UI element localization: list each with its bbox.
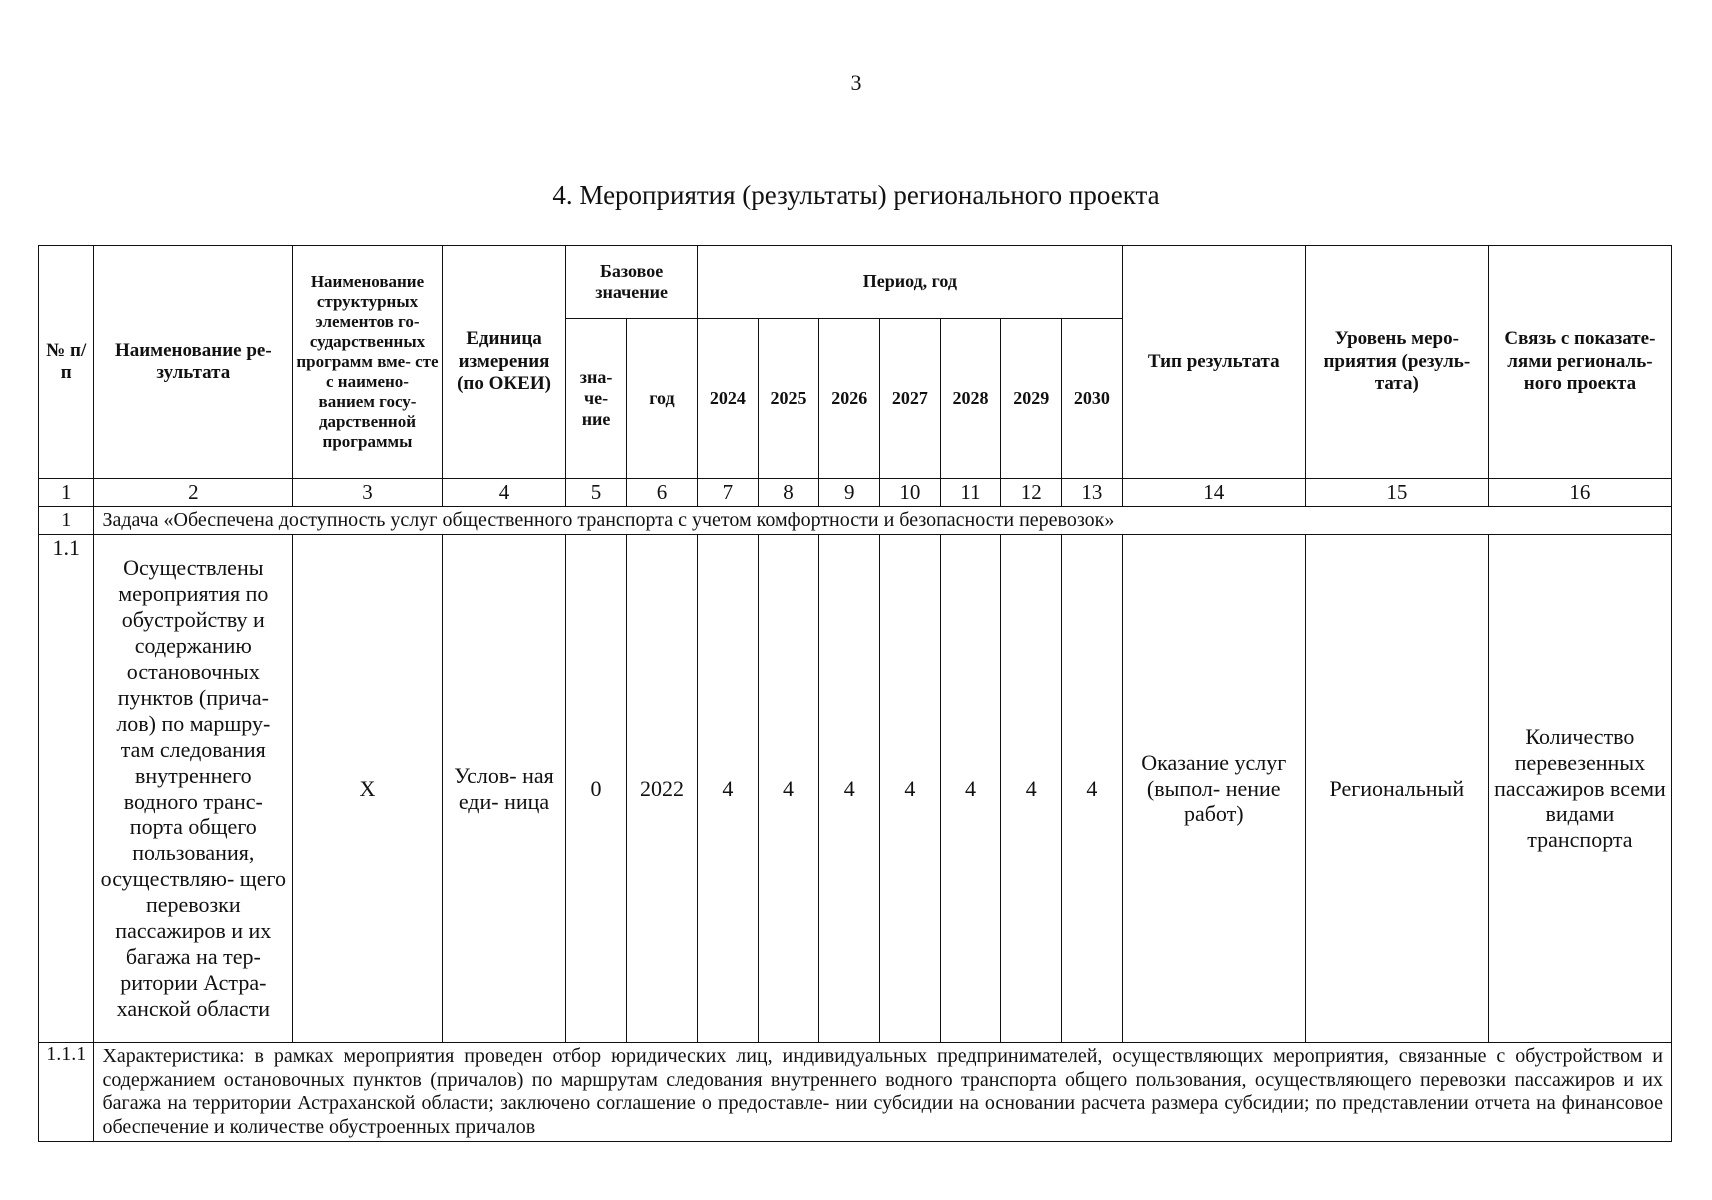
column-number: 6 bbox=[626, 479, 697, 507]
column-number: 9 bbox=[819, 479, 880, 507]
column-number: 3 bbox=[293, 479, 443, 507]
header-structural-elements: Наименование структурных элементов го- сударственных программ вме- сте с наимено- ванием госу- дарственной программы bbox=[293, 246, 443, 479]
item-value-2028: 4 bbox=[940, 535, 1001, 1043]
characteristic-number: 1.1.1 bbox=[39, 1043, 94, 1142]
header-result-type: Тип результата bbox=[1122, 246, 1305, 479]
column-number: 10 bbox=[880, 479, 941, 507]
item-value-2027: 4 bbox=[880, 535, 941, 1043]
item-link: Количество перевезенных пассажиров всеми видами транспорта bbox=[1488, 535, 1671, 1043]
item-value-2024: 4 bbox=[698, 535, 759, 1043]
header-year-2026: 2026 bbox=[819, 319, 880, 479]
header-unit: Единица измерения (по ОКЕИ) bbox=[442, 246, 565, 479]
header-year-2028: 2028 bbox=[940, 319, 1001, 479]
task-text: Задача «Обеспечена доступность услуг общественного транспорта с учетом комфортности и безопасности перевозок» bbox=[94, 507, 1672, 535]
column-number: 11 bbox=[940, 479, 1001, 507]
item-number: 1.1 bbox=[39, 535, 94, 1043]
header-year-2027: 2027 bbox=[880, 319, 941, 479]
column-number: 12 bbox=[1001, 479, 1062, 507]
header-base-value-value: зна- че- ние bbox=[566, 319, 627, 479]
header-result-name: Наименование ре- зультата bbox=[94, 246, 293, 479]
header-year-2030: 2030 bbox=[1062, 319, 1123, 479]
item-level: Региональный bbox=[1305, 535, 1488, 1043]
header-base-value-year: год bbox=[626, 319, 697, 479]
item-result-type: Оказание услуг (выпол- нение работ) bbox=[1122, 535, 1305, 1043]
header-level: Уровень меро- приятия (резуль- тата) bbox=[1305, 246, 1488, 479]
item-value-2030: 4 bbox=[1062, 535, 1123, 1043]
column-number: 2 bbox=[94, 479, 293, 507]
column-number: 4 bbox=[442, 479, 565, 507]
header-year-2025: 2025 bbox=[758, 319, 819, 479]
column-number: 14 bbox=[1122, 479, 1305, 507]
item-unit: Услов- ная еди- ница bbox=[442, 535, 565, 1043]
header-link: Связь с показате- лями региональ- ного проекта bbox=[1488, 246, 1671, 479]
header-year-2024: 2024 bbox=[698, 319, 759, 479]
header-num: № п/п bbox=[39, 246, 94, 479]
results-table bbox=[38, 245, 1672, 1142]
item-structural-element: X bbox=[293, 535, 443, 1043]
item-base-year: 2022 bbox=[626, 535, 697, 1043]
column-number: 16 bbox=[1488, 479, 1671, 507]
item-base-value: 0 bbox=[566, 535, 627, 1043]
column-number: 15 bbox=[1305, 479, 1488, 507]
characteristic-text: Характеристика: в рамках мероприятия проведен отбор юридических лиц, индивидуальных предпринимателей, осуществляющих мероприятия, связанные с обустройством и содержанием остановочных пунктов (причалов) по маршрутам следования внутреннего водного транспорта общего пользования, осуществляющего перевозки пассажиров и их багажа на территории Астраханской области; заключено соглашение о предоставле- нии субсидии на основании расчета размера субсидии; по представлении отчета на финансовое обеспечение и количестве обустроенных причалов bbox=[94, 1043, 1672, 1142]
header-base-value: Базовое значение bbox=[566, 246, 698, 319]
header-year-2029: 2029 bbox=[1001, 319, 1062, 479]
item-value-2025: 4 bbox=[758, 535, 819, 1043]
item-value-2026: 4 bbox=[819, 535, 880, 1043]
column-number: 13 bbox=[1062, 479, 1123, 507]
item-name: Осуществлены мероприятия по обустройству и содержанию остановочных пунктов (прича- лов) по маршру- там следования внутреннего водного транс- порта общего пользования, осуществляю- щего перевозки пассажиров и их багажа на тер- ритории Астра- ханской области bbox=[94, 535, 293, 1043]
column-number: 8 bbox=[758, 479, 819, 507]
column-number: 5 bbox=[566, 479, 627, 507]
column-number: 7 bbox=[698, 479, 759, 507]
page-number: 3 bbox=[850, 70, 862, 95]
section-title: 4. Мероприятия (результаты) регионального проекта bbox=[552, 180, 1160, 210]
header-period: Период, год bbox=[698, 246, 1123, 319]
item-value-2029: 4 bbox=[1001, 535, 1062, 1043]
column-number: 1 bbox=[39, 479, 94, 507]
task-number: 1 bbox=[39, 507, 94, 535]
